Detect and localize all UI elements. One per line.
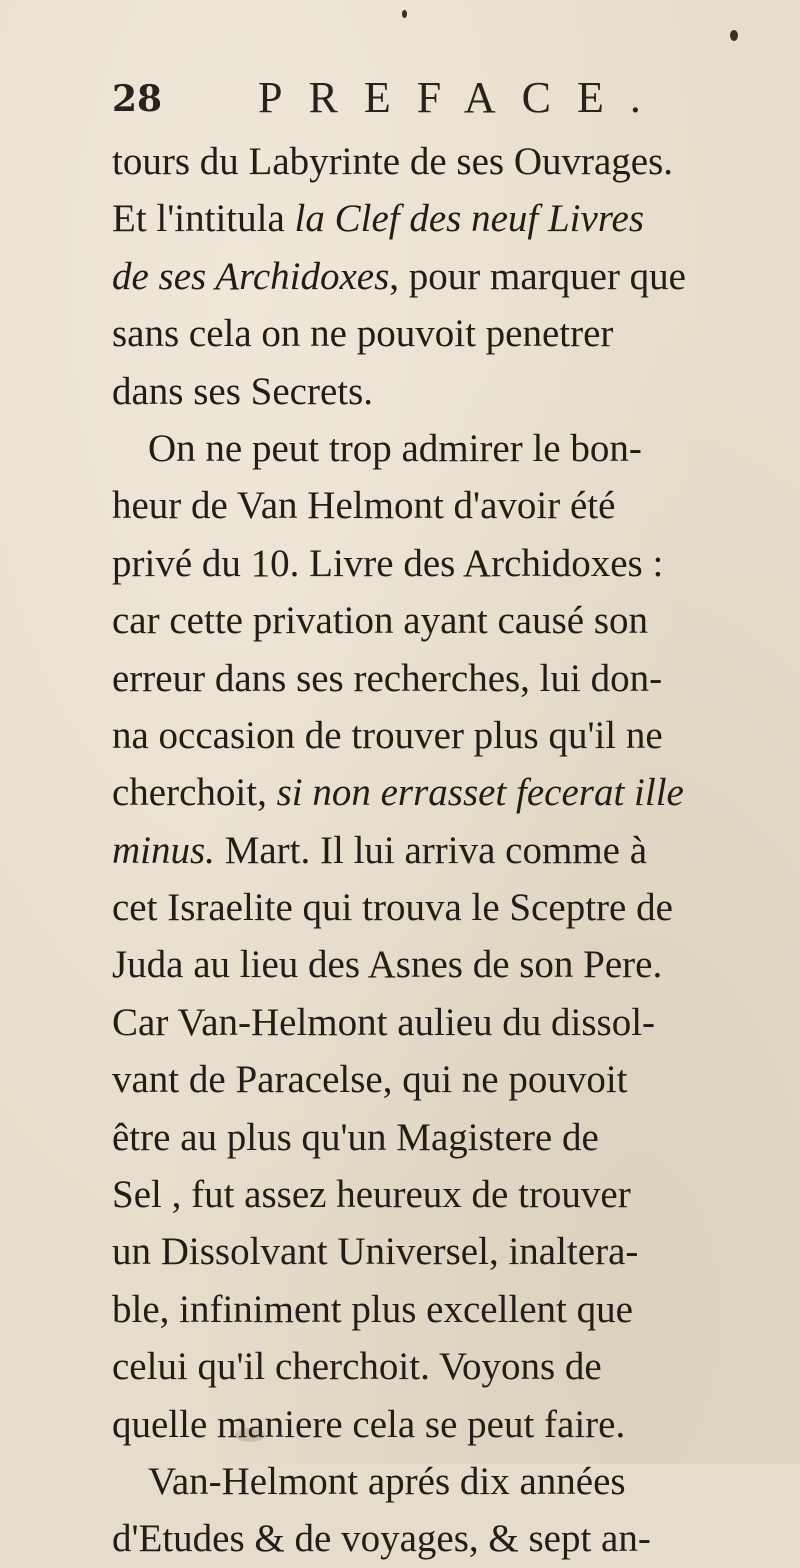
text-line: ble, infiniment plus excellent que — [112, 1287, 633, 1331]
text-line: être au plus qu'un Magistere de — [112, 1115, 599, 1159]
running-title: PREFACE. — [258, 73, 667, 122]
ink-speck — [730, 30, 738, 41]
italic-text: de ses Archidoxes — [112, 254, 390, 298]
paragraph-start-line: On ne peut trop admirer le bon- — [148, 426, 642, 470]
text-line: Car Van-Helmont aulieu du dissol- — [112, 1000, 656, 1044]
text-line: celui qu'il cherchoit. Voyons de — [112, 1345, 602, 1389]
text-line: vant de Paracelse, qui ne pouvoit — [112, 1058, 628, 1102]
italic-text: minus. — [112, 828, 215, 872]
text-line: heur de Van Helmont d'avoir été — [112, 484, 616, 528]
body-text — [112, 133, 772, 1568]
text-line: un Dissolvant Universel, inaltera- — [112, 1230, 639, 1274]
roman-text: Et l'intitula — [112, 197, 295, 241]
page-number: 28 — [112, 78, 163, 120]
text-line — [112, 822, 772, 879]
text-line: Sel , fut assez heureux de trouver — [112, 1173, 631, 1217]
roman-text: , pour marquer que — [389, 254, 686, 298]
page-header — [112, 72, 762, 132]
text-line: dans ses Secrets. — [112, 369, 374, 413]
text-line: Juda au lieu des Asnes de son Pere. — [112, 943, 663, 987]
paragraph-start-line: Van-Helmont aprés dix années — [148, 1459, 626, 1503]
text-line: quelle maniere cela se peut faire. — [112, 1402, 626, 1446]
roman-text: cherchoit, — [112, 771, 277, 815]
text-line: erreur dans ses recherches, lui don- — [112, 656, 663, 700]
text-line: tours du Labyrinte de ses Ouvrages. — [112, 140, 674, 183]
roman-text: Mart. Il lui arriva comme à — [214, 828, 648, 872]
text-line — [112, 190, 772, 247]
text-line: car cette privation ayant causé son — [112, 599, 649, 643]
text-line: na occasion de trouver plus qu'il ne — [112, 713, 663, 757]
text-line — [112, 764, 772, 821]
ink-speck — [402, 10, 407, 18]
text-line: sans cela on ne pouvoit penetrer — [112, 312, 614, 356]
text-line: d'Etudes & de voyages, & sept an- — [112, 1517, 651, 1561]
text-line: privé du 10. Livre des Archidoxes : — [112, 541, 664, 585]
text-line: cet Israelite qui trouva le Sceptre de — [112, 886, 673, 930]
text-line — [112, 248, 772, 305]
paper-stain — [235, 1428, 265, 1442]
italic-text: si non errasset fecerat ille — [276, 771, 684, 815]
italic-text: la Clef des neuf Livres — [294, 197, 645, 241]
